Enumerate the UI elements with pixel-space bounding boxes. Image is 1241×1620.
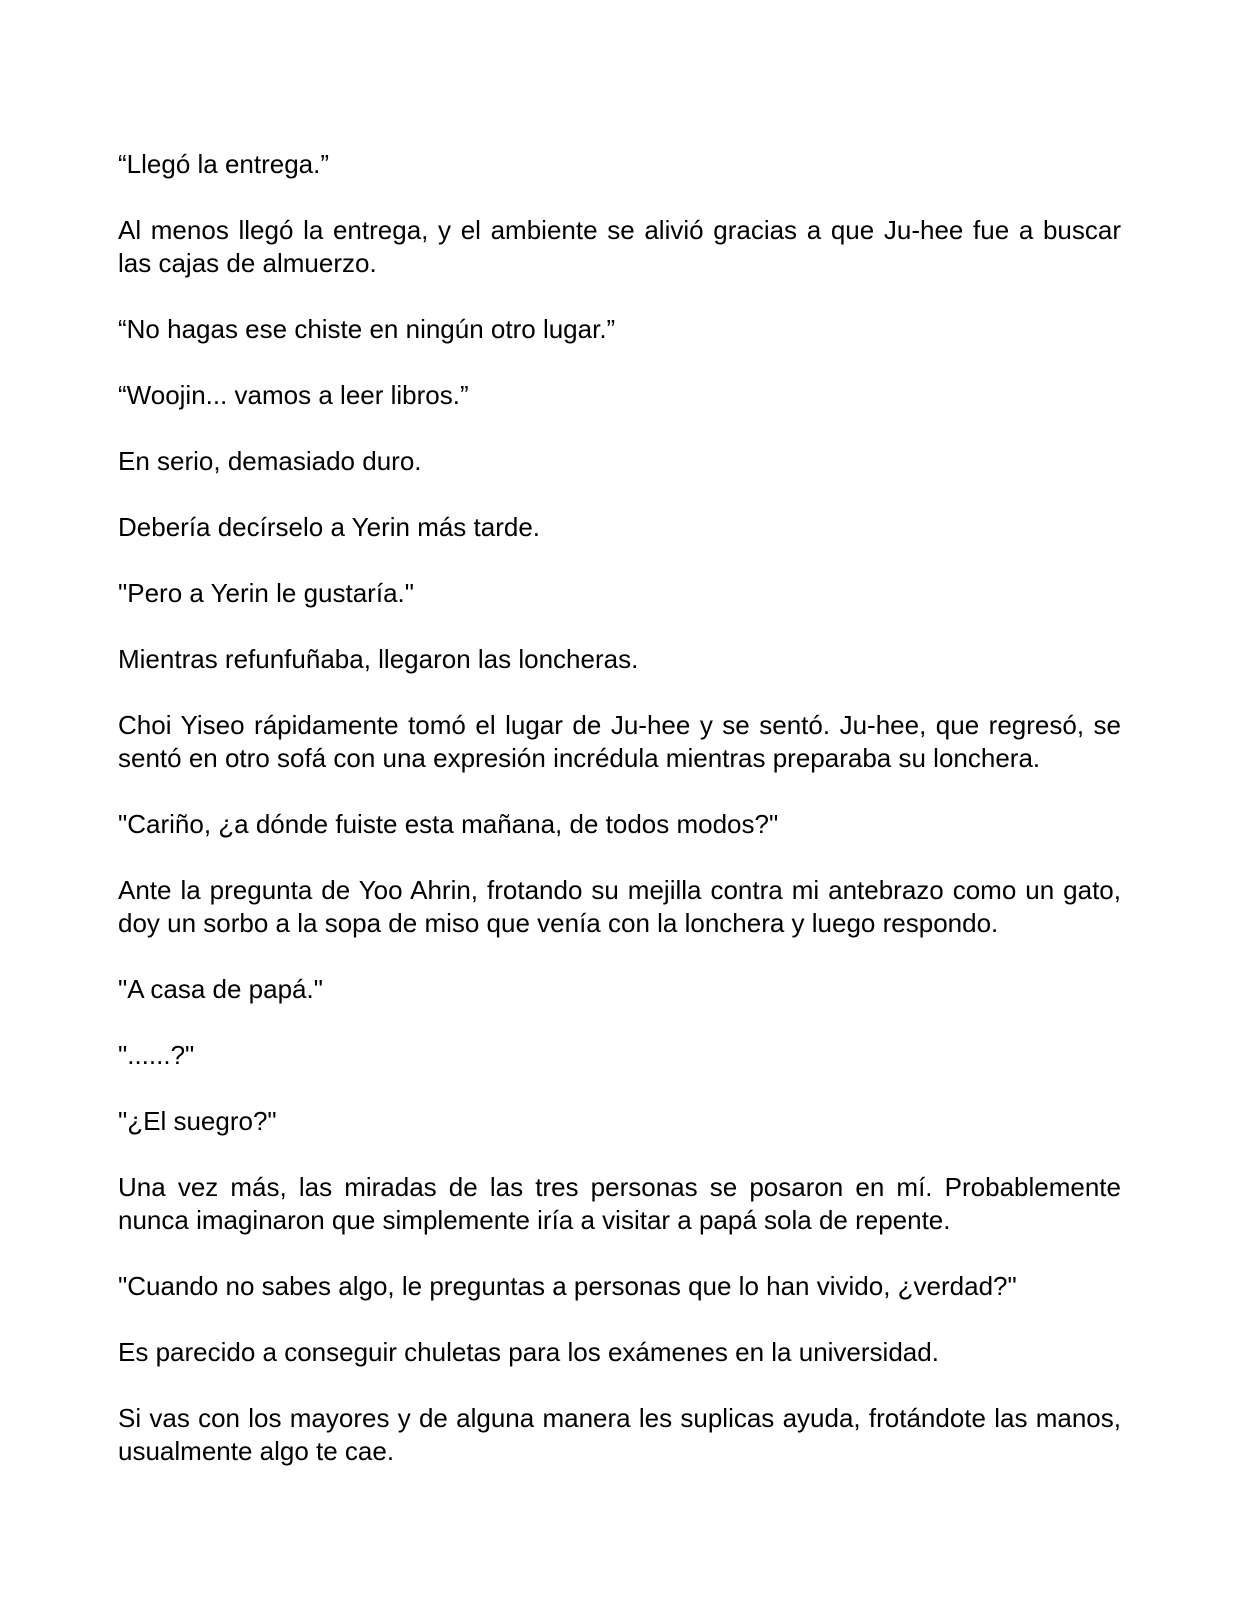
paragraph: En serio, demasiado duro. (118, 446, 422, 476)
paragraph: "A casa de papá." (118, 974, 323, 1004)
paragraph: Choi Yiseo rápidamente tomó el lugar de Ju-hee y se sentó. Ju-hee, que regresó, se sentó en otro sofá con una expresión incrédula mientras preparaba su lonchera. (118, 710, 1121, 773)
paragraph: Ante la pregunta de Yoo Ahrin, frotando su mejilla contra mi antebrazo como un gato, doy un sorbo a la sopa de miso que venía con la lonchera y luego respondo. (118, 875, 1121, 938)
paragraph: "......?" (118, 1040, 195, 1070)
paragraph: Es parecido a conseguir chuletas para los exámenes en la universidad. (118, 1337, 939, 1367)
paragraph: “No hagas ese chiste en ningún otro lugar.” (118, 314, 616, 344)
paragraph: Al menos llegó la entrega, y el ambiente se alivió gracias a que Ju-hee fue a buscar las cajas de almuerzo. (118, 215, 1121, 278)
paragraph: “Llegó la entrega.” (118, 149, 330, 179)
paragraph: "¿El suegro?" (118, 1106, 277, 1136)
paragraph: Mientras refunfuñaba, llegaron las loncheras. (118, 644, 639, 674)
paragraph: "Pero a Yerin le gustaría." (118, 578, 414, 608)
paragraph: "Cuando no sabes algo, le preguntas a personas que lo han vivido, ¿verdad?" (118, 1271, 1017, 1301)
paragraph: Debería decírselo a Yerin más tarde. (118, 512, 541, 542)
document-body (118, 148, 1121, 1501)
paragraph: Si vas con los mayores y de alguna manera les suplicas ayuda, frotándote las manos, usualmente algo te cae. (118, 1403, 1121, 1466)
paragraph: Una vez más, las miradas de las tres personas se posaron en mí. Probablemente nunca imaginaron que simplemente iría a visitar a papá sola de repente. (118, 1172, 1121, 1235)
paragraph: “Woojin... vamos a leer libros.” (118, 380, 469, 410)
paragraph: "Cariño, ¿a dónde fuiste esta mañana, de todos modos?" (118, 809, 779, 839)
